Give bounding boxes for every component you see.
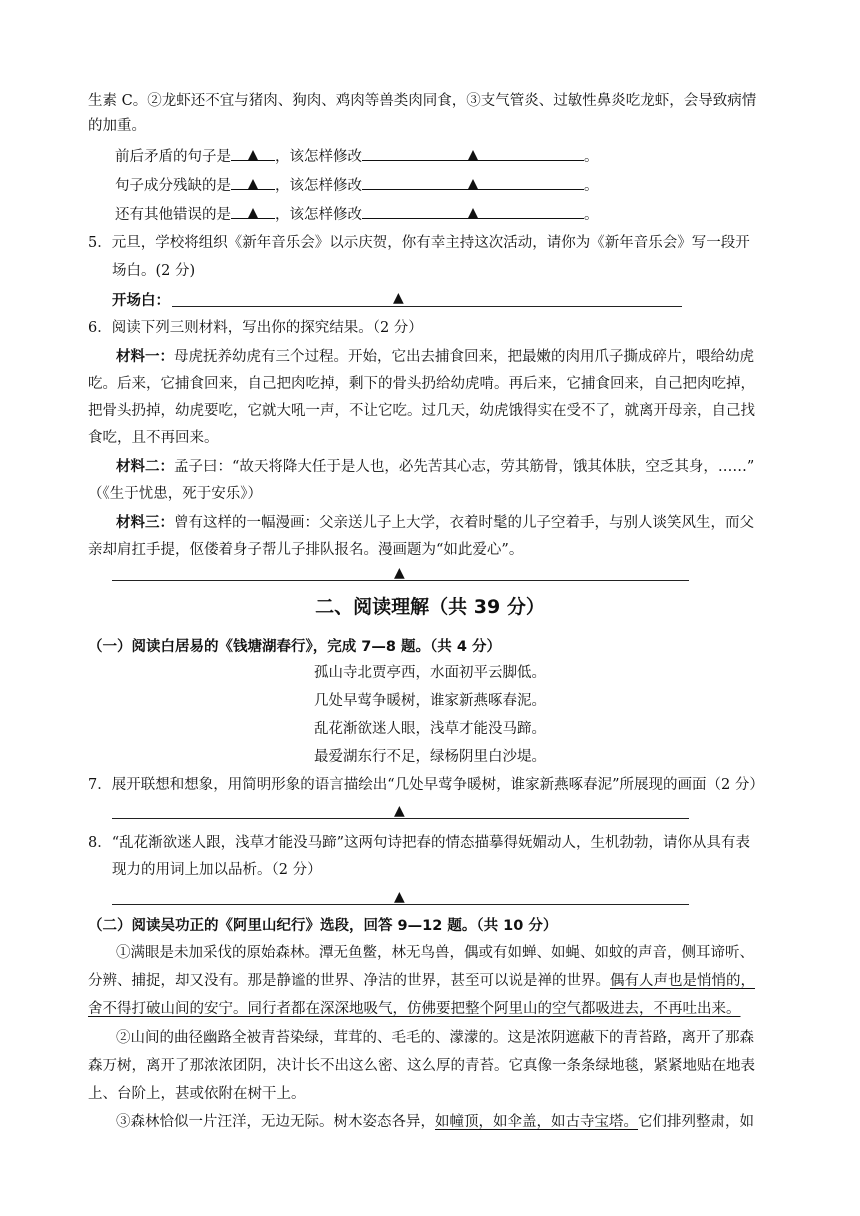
answer-marker: ▲ <box>467 176 479 192</box>
passage-text: 它们排列整肃，如 <box>638 1114 754 1130</box>
q6-material-1 <box>116 346 754 368</box>
material-label: 材料二： <box>116 458 174 475</box>
passage-p2: ②山间的曲径幽路全被青苔染绿，茸茸的、毛毛的、濛濛的。这是浓阴遮蔽下的青苔路，离开了那森 <box>116 1030 754 1046</box>
q5-stem-cont: 场白。(2 分) <box>112 263 196 279</box>
passage-p3 <box>116 1111 754 1133</box>
passage-p1-line <box>88 970 755 992</box>
q7-stem: 7．展开联想和想象，用简明形象的语言描绘出“几处早莺争暖树，谁家新燕啄春泥”所展现的画面（2 分） <box>88 777 764 793</box>
answer-blank[interactable] <box>231 202 275 219</box>
answer-blank[interactable] <box>362 144 584 161</box>
section-heading: 二、阅读理解（共 39 分） <box>315 596 545 618</box>
q6-material-1-line: 食吃，且不再回来。 <box>88 430 219 446</box>
answer-marker: ▲ <box>394 565 405 581</box>
material-label: 材料一： <box>116 348 174 365</box>
material-text: 孟子曰：“故天将降大任于是人也，必先苦其心志，劳其筋骨，饿其体肤，空乏其身，……” <box>174 459 755 475</box>
answer-blank[interactable] <box>362 202 584 219</box>
poem-line: 乱花渐欲迷人眼，浅草才能没马蹄。 <box>314 721 546 737</box>
material-label: 材料三： <box>116 514 174 531</box>
passage-text: ③森林恰似一片汪洋，无边无际。树木姿态各异， <box>116 1114 435 1130</box>
prompt-end: 。 <box>584 149 599 165</box>
q6-material-3-line: 亲却肩扛手提，伛偻着身子帮儿子排队报名。漫画题为“如此爱心”。 <box>88 542 524 558</box>
poem-line: 孤山寺北贾亭西，水面初平云脚低。 <box>314 665 546 681</box>
passage-p2-line: 上、台阶上，甚或依附在树干上。 <box>88 1086 306 1102</box>
passage-p2-line: 森万树，离开了那浓浓团阴，决计长不出这么密、这么厚的青苔。它真像一条条绿地毯，紧紧地贴在地表 <box>88 1058 755 1074</box>
answer-blank[interactable] <box>231 173 275 190</box>
q6-stem: 6．阅读下列三则材料，写出你的探究结果。（2 分） <box>88 320 423 336</box>
answer-marker: ▲ <box>247 176 259 192</box>
answer-blank[interactable] <box>231 144 275 161</box>
q4-prompt-incomplete <box>115 173 599 197</box>
prompt-mid: ，该怎样修改 <box>275 149 362 165</box>
material-text: 母虎抚养幼虎有三个过程。开始，它出去捕食回来，把最嫩的肉用爪子撕成碎片，喂给幼虎 <box>174 349 754 365</box>
prompt-end: 。 <box>584 178 599 194</box>
prompt-mid: ，该怎样修改 <box>275 178 362 194</box>
answer-marker: ▲ <box>394 889 405 905</box>
q6-material-2-source: （《生于忧患，死于安乐》） <box>88 486 262 502</box>
material-text: 曾有这样的一幅漫画：父亲送儿子上大学，衣着时髦的儿子空着手，与别人谈笑风生，而父 <box>174 515 754 531</box>
underlined-sentence: 舍不得打破山间的安宁。同行者都在深深地吸气，仿佛要把整个阿里山的空气都吸进去，不再吐出来。 <box>88 1001 741 1017</box>
part2-title: （二）阅读吴功正的《阿里山纪行》选段，回答 9—12 题。（共 10 分） <box>88 918 558 934</box>
part1-title: （一）阅读白居易的《钱塘湖春行》，完成 7—8 题。（共 4 分） <box>88 639 501 655</box>
q4-text-line: 生素 C。②龙虾还不宜与猪肉、狗肉、鸡肉等兽类肉同食，③支气管炎、过敏性鼻炎吃龙虾，会导致病情 <box>88 93 757 109</box>
answer-marker: ▲ <box>467 205 479 221</box>
q8-stem: 8．“乱花渐欲迷人跟，浅草才能没马蹄”这两句诗把春的情态描摹得妩媚动人，生机勃勃，请你从具有表 <box>88 835 751 851</box>
answer-marker: ▲ <box>247 205 259 221</box>
q6-material-1-line: 吃。后来，它捕食回来，自己把肉吃掉，剩下的骨头扔给幼虎啃。再后来，它捕食回来，自己把肉吃掉， <box>88 376 755 392</box>
passage-text: 分辨、捕捉，却又没有。那是静谧的世界、净洁的世界，甚至可以说是禅的世界。 <box>88 973 610 989</box>
q6-material-1-line: 把骨头扔掉，幼虎要吃，它就大吼一声，不让它吃。过几天，幼虎饿得实在受不了，就离开母亲，自己找 <box>88 403 755 419</box>
answer-marker: ▲ <box>467 147 479 163</box>
q4-prompt-contradiction <box>115 144 599 168</box>
prompt-label: 前后矛盾的句子是 <box>115 149 231 165</box>
prompt-label: 句子成分残缺的是 <box>115 178 231 194</box>
answer-marker: ▲ <box>393 290 404 306</box>
answer-marker: ▲ <box>394 803 405 819</box>
prompt-end: 。 <box>584 207 599 223</box>
prompt-label: 还有其他错误的是 <box>115 207 231 223</box>
q5-answer-line[interactable] <box>172 306 682 307</box>
passage-p1: ①满眼是未加采伐的原始森林。潭无鱼鳖，林无鸟兽，偶或有如蝉、如蝇、如蚊的声音，侧耳谛听、 <box>116 945 754 961</box>
q4-text-line: 的加重。 <box>88 118 146 134</box>
q5-stem: 5．元旦，学校将组织《新年音乐会》以示庆贺，你有幸主持这次活动，请你为《新年音乐会》写一段开 <box>88 235 750 251</box>
q4-prompt-other <box>115 202 599 226</box>
q6-material-3 <box>116 512 754 534</box>
poem-line: 最爱湖东行不足，绿杨阴里白沙堤。 <box>314 749 546 765</box>
poem-line: 几处早莺争暖树，谁家新燕啄春泥。 <box>314 693 546 709</box>
underlined-sentence: 偶有人声也是悄悄的， <box>610 973 755 989</box>
answer-marker: ▲ <box>247 147 259 163</box>
q8-stem-cont: 现力的用词上加以品析。（2 分） <box>112 862 322 878</box>
underlined-phrase: 如幢顶，如伞盖，如古寺宝塔。 <box>435 1114 638 1130</box>
answer-blank[interactable] <box>362 173 584 190</box>
prompt-mid: ，该怎样修改 <box>275 207 362 223</box>
q6-material-2 <box>116 456 754 478</box>
q5-answer-label: 开场白： <box>112 292 170 309</box>
